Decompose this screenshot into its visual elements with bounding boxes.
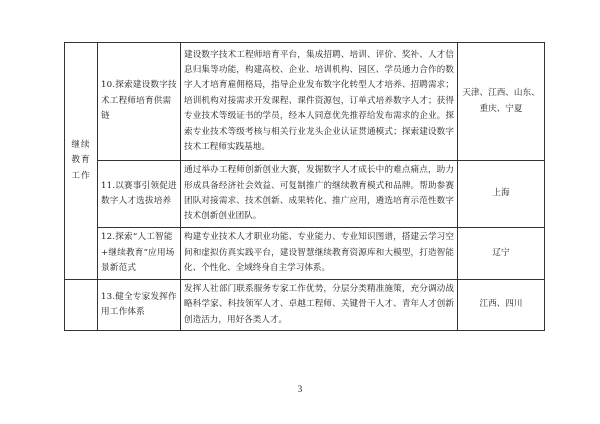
- region-cell: 天津、江西、山东、重庆、宁夏: [458, 43, 545, 161]
- region-cell: 江西、四川: [458, 280, 545, 331]
- item-cell: 12.探索“人工智能+继续教育”应用场景新范式: [98, 228, 181, 280]
- table-row: [65, 161, 545, 228]
- table-row: [65, 43, 545, 161]
- item-cell: 10.探索建设数字技术工程师培育供需链: [98, 43, 181, 161]
- item-cell: 11.以赛事引领促进数字人才选拔培养: [98, 161, 181, 228]
- content-cell: 构建专业技术人才职业功能、专业能力、专业知识图谱，搭建云学习空间和虚拟仿真实践平台，建设智慧继续教育资源库和大模型，打造智能化、个性化、全域终身自主学习体系。: [181, 228, 458, 280]
- table-row: [65, 228, 545, 280]
- region-cell: 辽宁: [458, 228, 545, 280]
- content-cell: 通过举办工程师创新创业大赛，发掘数字人才成长中的难点痛点，助力形成具备经济社会效益、可复制推广的继续教育模式和品牌。帮助参赛团队对接需求、技术创新、成果转化、推广应用，遴选培育示范性数字技术创新创业团队。: [181, 161, 458, 228]
- page-number: 3: [297, 384, 303, 394]
- policy-table: [64, 42, 545, 331]
- content-cell: 建设数字技术工程师培育平台，集成招聘、培训、评价、奖补、人才信息归集等功能，构建高校、企业、培训机构、园区、学员通力合作的数字人才培育雇佣格局，指导企业发布数字化转型人才培养、招聘需求；培训机构对接需求开发课程、课件资源包，订单式培养数字人才；获得专业技术等级证书的学员，经本人同意优先推荐给发布需求的企业。探索专业技术等级考核与相关行业龙头企业认证贯通模式；探索建设数字技术工程师实践基地。: [181, 43, 458, 161]
- region-cell: 上海: [458, 161, 545, 228]
- content-cell: 发挥人社部门联系服务专家工作优势，分层分类精准施策，充分调动战略科学家、科技领军人才、卓越工程师、关键骨干人才、青年人才创新创造活力，用好各类人才。: [181, 280, 458, 331]
- item-cell: 13.健全专家发挥作用工作体系: [98, 280, 181, 331]
- category-cell: 继续教育工作: [65, 43, 98, 280]
- table-row: [65, 280, 545, 331]
